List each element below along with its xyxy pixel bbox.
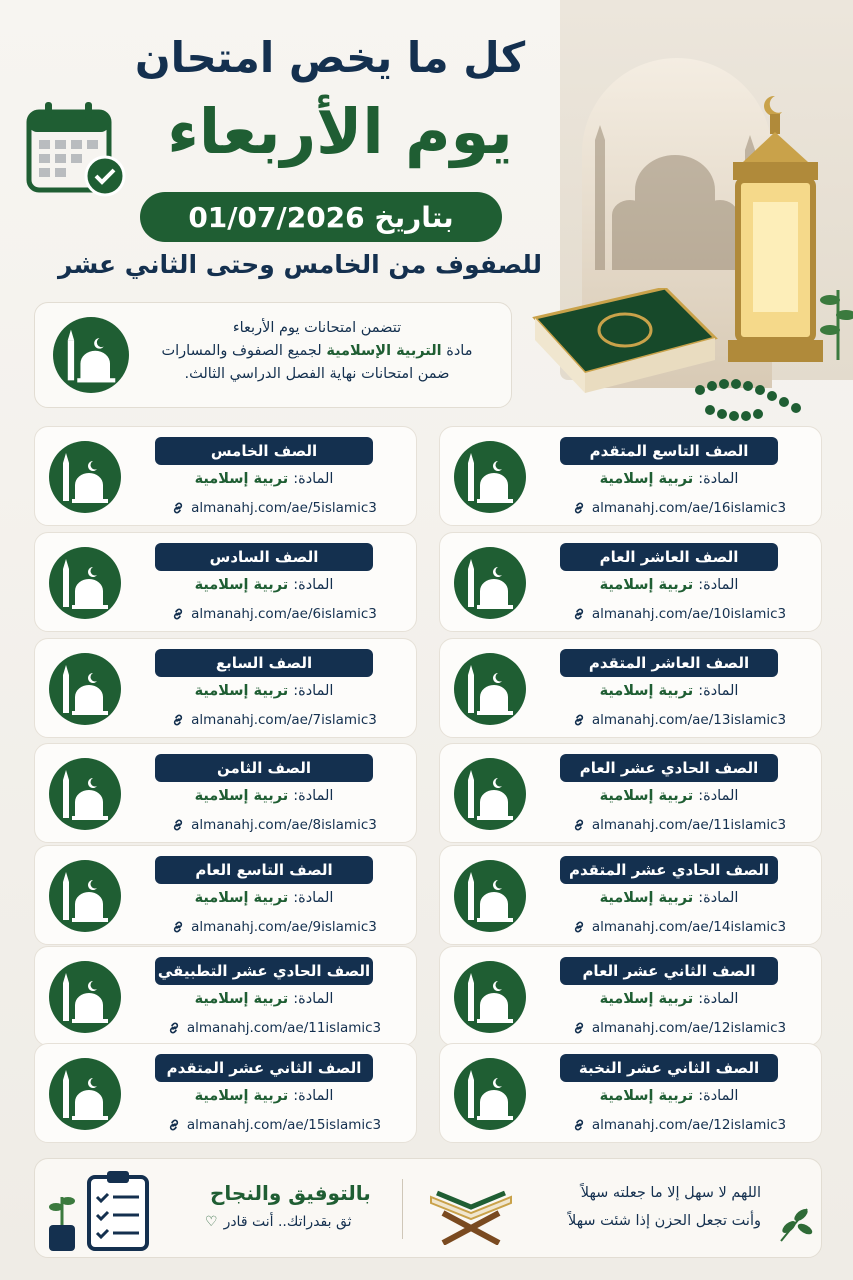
grade-link[interactable] <box>544 709 814 731</box>
subject-row <box>155 683 373 699</box>
grade-card <box>439 845 822 945</box>
link-icon <box>171 607 185 621</box>
mosque-icon <box>454 1058 526 1130</box>
mosque-icon <box>49 860 121 932</box>
grade-link-text[interactable]: almanahj.com/ae/11islamic3 <box>186 1020 382 1036</box>
subject-value: تربية إسلامية <box>194 788 289 804</box>
intro-line3: ضمن امتحانات نهاية الفصل الدراسي الثالث. <box>184 366 450 382</box>
grade-link-text[interactable]: almanahj.com/ae/14islamic3 <box>591 919 787 935</box>
subject-row <box>155 577 373 593</box>
mosque-icon <box>49 653 121 725</box>
subject-value: تربية إسلامية <box>599 471 694 487</box>
grade-label: الصف التاسع العام <box>155 856 373 884</box>
link-icon <box>572 818 586 832</box>
link-icon <box>572 713 586 727</box>
grade-link-text[interactable]: almanahj.com/ae/8islamic3 <box>191 817 377 833</box>
link-icon <box>572 1021 586 1035</box>
subject-value: تربية إسلامية <box>194 1088 289 1104</box>
grade-card <box>34 1043 417 1143</box>
subject-value: تربية إسلامية <box>194 991 289 1007</box>
intro-line2: مادة التربية الإسلامية لجميع الصفوف والمسارات <box>161 343 473 359</box>
mosque-icon <box>49 547 121 619</box>
subject-value: تربية إسلامية <box>194 577 289 593</box>
grade-link[interactable] <box>139 1114 409 1136</box>
subject-value: تربية إسلامية <box>194 471 289 487</box>
grade-label: الصف الثاني عشر العام <box>560 957 778 985</box>
subject-row <box>560 991 778 1007</box>
grade-link-text[interactable]: almanahj.com/ae/7islamic3 <box>191 712 377 728</box>
intro-line1: تتضمن امتحانات يوم الأربعاء <box>232 320 402 336</box>
dua-line1: اللهم لا سهل إلا ما جعلته سهلاً <box>580 1185 761 1201</box>
subject-key: المادة: <box>293 577 334 593</box>
subject-key: المادة: <box>698 991 739 1007</box>
link-icon <box>572 1118 586 1132</box>
grade-link-text[interactable]: almanahj.com/ae/5islamic3 <box>191 500 377 516</box>
subject-value: تربية إسلامية <box>194 890 289 906</box>
trust-text: ثق بقدراتك.. أنت قادر <box>223 1214 352 1230</box>
grade-link[interactable] <box>544 497 814 519</box>
title-line2: يوم الأربعاء <box>167 95 513 168</box>
subject-key: المادة: <box>293 683 334 699</box>
calendar-check-icon <box>25 98 127 198</box>
subject-row <box>155 471 373 487</box>
intro-text <box>137 317 497 386</box>
subject-row <box>155 788 373 804</box>
subject-row <box>155 1088 373 1104</box>
link-icon <box>171 501 185 515</box>
subject-key: المادة: <box>698 577 739 593</box>
link-icon <box>171 818 185 832</box>
subject-row <box>155 991 373 1007</box>
grade-label: الصف الثاني عشر المتقدم <box>155 1054 373 1082</box>
lantern-image <box>718 92 833 377</box>
grade-link-text[interactable]: almanahj.com/ae/13islamic3 <box>591 712 787 728</box>
mosque-icon <box>49 758 121 830</box>
subject-value: تربية إسلامية <box>599 683 694 699</box>
grade-link-text[interactable]: almanahj.com/ae/15islamic3 <box>186 1117 382 1133</box>
grade-link[interactable] <box>139 603 409 625</box>
grade-link[interactable] <box>139 814 409 836</box>
grade-label: الصف العاشر العام <box>560 543 778 571</box>
subject-key: المادة: <box>293 991 334 1007</box>
grade-link[interactable] <box>544 916 814 938</box>
checklist-icon <box>47 1167 167 1253</box>
subject-key: المادة: <box>698 1088 739 1104</box>
link-icon <box>572 607 586 621</box>
footer-divider <box>402 1179 403 1239</box>
subject-row <box>560 890 778 906</box>
grade-label: الصف العاشر المتقدم <box>560 649 778 677</box>
subject-key: المادة: <box>293 1088 334 1104</box>
subject-key: المادة: <box>698 471 739 487</box>
grade-link-text[interactable]: almanahj.com/ae/9islamic3 <box>191 919 377 935</box>
mosque-icon <box>49 961 121 1033</box>
mosque-icon <box>454 653 526 725</box>
mosque-icon <box>454 441 526 513</box>
grade-card <box>34 426 417 526</box>
subject-key: المادة: <box>293 788 334 804</box>
intro-box <box>34 302 512 408</box>
grade-label: الصف الثاني عشر النخبة <box>560 1054 778 1082</box>
subject-value: تربية إسلامية <box>599 890 694 906</box>
link-icon <box>572 501 586 515</box>
subject-row <box>560 788 778 804</box>
grade-card <box>34 743 417 843</box>
grade-card <box>34 638 417 738</box>
mosque-icon <box>454 758 526 830</box>
subject-row <box>560 683 778 699</box>
grade-card <box>439 1043 822 1143</box>
grade-card <box>439 638 822 738</box>
mosque-icon <box>454 961 526 1033</box>
mosque-icon <box>49 441 121 513</box>
heart-icon: ♡ <box>205 1214 218 1230</box>
grade-card <box>34 845 417 945</box>
subject-value: تربية إسلامية <box>194 683 289 699</box>
mosque-icon <box>454 860 526 932</box>
grade-link[interactable] <box>139 1017 409 1039</box>
link-icon <box>167 1021 181 1035</box>
quran-stand-icon <box>423 1173 519 1245</box>
link-icon <box>171 920 185 934</box>
grade-link-text[interactable]: almanahj.com/ae/6islamic3 <box>191 606 377 622</box>
grade-card <box>34 532 417 632</box>
grade-label: الصف السادس <box>155 543 373 571</box>
grade-link[interactable] <box>544 1114 814 1136</box>
grade-card <box>439 946 822 1046</box>
link-icon <box>171 713 185 727</box>
grade-link[interactable] <box>139 709 409 731</box>
grade-link[interactable] <box>544 1017 814 1039</box>
grade-label: الصف الحادي عشر العام <box>560 754 778 782</box>
plant-image <box>818 270 853 360</box>
grade-link[interactable] <box>544 814 814 836</box>
grade-label: الصف الحادي عشر المتقدم <box>560 856 778 884</box>
trust-text-row <box>205 1214 352 1230</box>
subject-key: المادة: <box>293 471 334 487</box>
link-icon <box>572 920 586 934</box>
grade-label: الصف التاسع المتقدم <box>560 437 778 465</box>
subject-key: المادة: <box>698 890 739 906</box>
title-line1: كل ما يخص امتحان <box>134 33 526 82</box>
grade-link-text[interactable]: almanahj.com/ae/11islamic3 <box>591 817 787 833</box>
grade-card <box>439 426 822 526</box>
subject-value: تربية إسلامية <box>599 788 694 804</box>
grade-link[interactable] <box>139 916 409 938</box>
mosque-icon <box>53 317 129 393</box>
good-luck-text: بالتوفيق والنجاح <box>210 1181 371 1205</box>
grade-label: الصف الخامس <box>155 437 373 465</box>
grade-label: الصف السابع <box>155 649 373 677</box>
prayer-beads-image <box>690 370 820 430</box>
exam-date-badge: بتاريخ 01/07/2026 <box>140 192 502 242</box>
subject-row <box>560 1088 778 1104</box>
link-icon <box>167 1118 181 1132</box>
mosque-icon <box>454 547 526 619</box>
grade-label: الصف الثامن <box>155 754 373 782</box>
grade-link[interactable] <box>139 497 409 519</box>
mosque-icon <box>49 1058 121 1130</box>
grades-range-subtitle: للصفوف من الخامس وحتى الثاني عشر <box>58 250 542 279</box>
grade-link-text[interactable]: almanahj.com/ae/12islamic3 <box>591 1020 787 1036</box>
footer <box>34 1158 822 1258</box>
subject-value: تربية إسلامية <box>599 577 694 593</box>
subject-key: المادة: <box>293 890 334 906</box>
grade-link-text[interactable]: almanahj.com/ae/16islamic3 <box>591 500 787 516</box>
grade-label: الصف الحادي عشر التطبيقي <box>155 957 373 985</box>
subject-key: المادة: <box>698 788 739 804</box>
subject-value: تربية إسلامية <box>599 1088 694 1104</box>
grade-card <box>34 946 417 1046</box>
grade-card <box>439 532 822 632</box>
subject-key: المادة: <box>698 683 739 699</box>
subject-row <box>560 471 778 487</box>
grade-card <box>439 743 822 843</box>
leaf-icon <box>777 1201 815 1245</box>
subject-row <box>155 890 373 906</box>
subject-value: تربية إسلامية <box>599 991 694 1007</box>
grade-link-text[interactable]: almanahj.com/ae/12islamic3 <box>591 1117 787 1133</box>
dua-line2: وأنت تجعل الحزن إذا شئت سهلاً <box>568 1213 761 1229</box>
grade-link[interactable] <box>544 603 814 625</box>
subject-row <box>560 577 778 593</box>
grade-link-text[interactable]: almanahj.com/ae/10islamic3 <box>591 606 787 622</box>
